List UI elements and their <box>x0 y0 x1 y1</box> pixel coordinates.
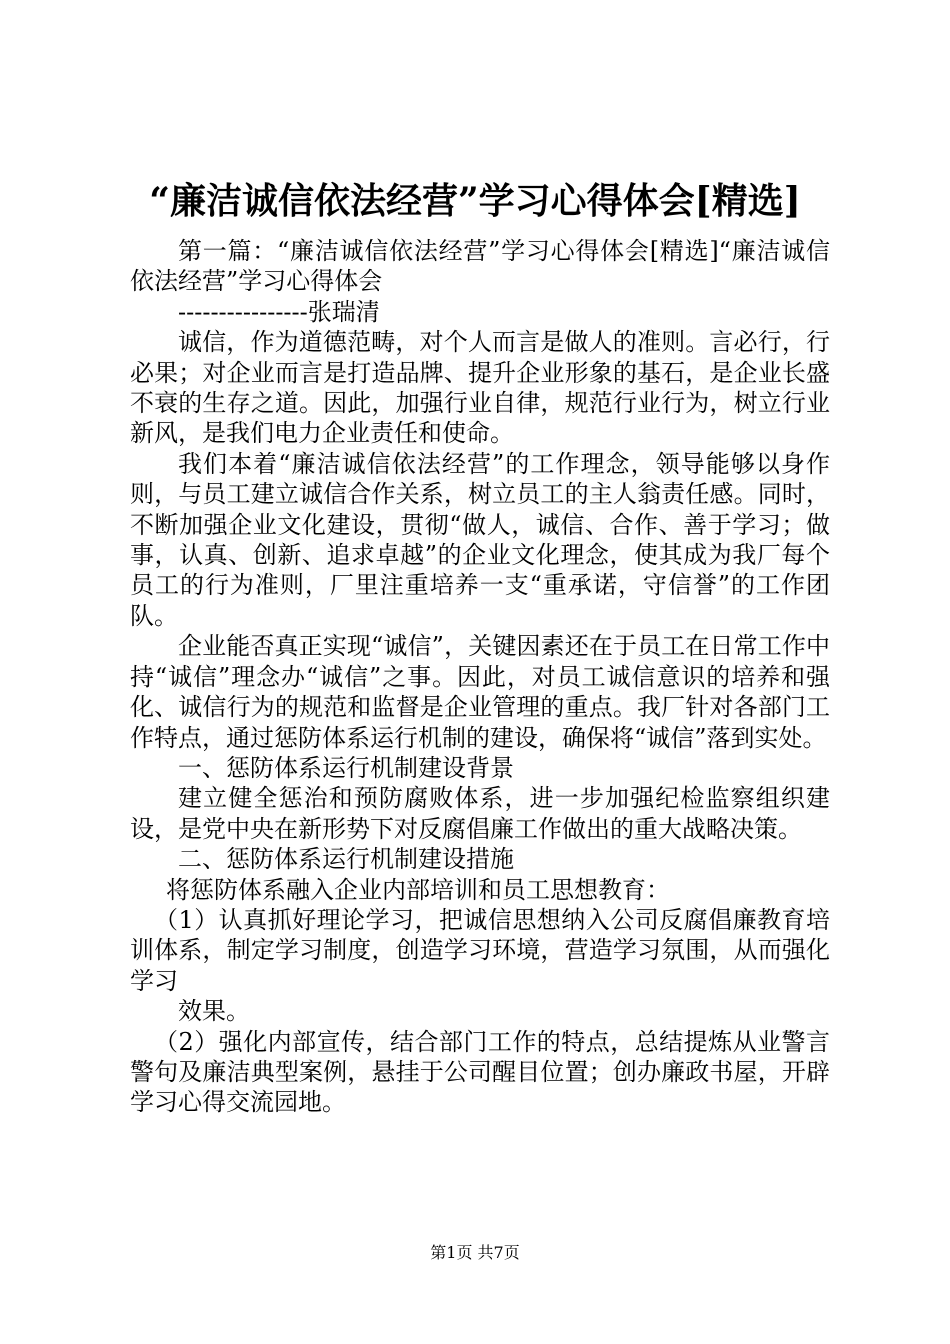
body-paragraph-3: 企业能否真正实现“诚信”，关键因素还在于员工在日常工作中持“诚信”理念办“诚信”之事。因此，对员工诚信意识的培养和强化、诚信行为的规范和监督是企业管理的重点。我厂针对各部门工作特点，通过惩防体系运行机制的建设，确保将“诚信”落到实处。 <box>130 632 830 752</box>
intro-paragraph: 第一篇：“廉洁诚信依法经营”学习心得体会[精选]“廉洁诚信依法经营”学习心得体会 <box>130 237 830 296</box>
measure-item-1: （1）认真抓好理论学习，把诚信思想纳入公司反腐倡廉教育培训体系，制定学习制度，创造学习环境，营造学习氛围，从而强化学习 <box>130 905 830 995</box>
measure-item-2: （2）强化内部宣传，结合部门工作的特点，总结提炼从业警言警句及廉洁典型案例，悬挂于公司醒目位置；创办廉政书屋，开辟学习心得交流园地。 <box>130 1027 830 1117</box>
section-heading-1: 一、惩防体系运行机制建设背景 <box>178 753 514 782</box>
page-footer: 第1页 共7页 <box>430 1243 520 1262</box>
section-heading-2: 二、惩防体系运行机制建设措施 <box>178 845 514 874</box>
author-line: ----------------张瑞清 <box>178 297 380 326</box>
document-body <box>130 236 830 1118</box>
document-title: “廉洁诚信依法经营”学习心得体会[精选] <box>149 180 801 222</box>
measure-item-1-continued: 效果。 <box>178 997 250 1026</box>
body-paragraph-1: 诚信，作为道德范畴，对个人而言是做人的准则。言必行，行必果；对企业而言是打造品牌、提升企业形象的基石，是企业长盛不衰的生存之道。因此，加强行业自律，规范行业行为，树立行业新风，是我们电力企业责任和使命。 <box>130 328 830 448</box>
body-paragraph-2: 我们本着“廉洁诚信依法经营”的工作理念，领导能够以身作则，与员工建立诚信合作关系，树立员工的主人翁责任感。同时，不断加强企业文化建设，贯彻“做人，诚信、合作、善于学习；做事，认真、创新、追求卓越”的企业文化理念，使其成为我厂每个员工的行为准则，厂里注重培养一支“重承诺，守信誉”的工作团队。 <box>130 449 830 630</box>
body-paragraph-4: 建立健全惩治和预防腐败体系，进一步加强纪检监察组织建设，是党中央在新形势下对反腐倡廉工作做出的重大战略决策。 <box>130 784 830 843</box>
measures-intro: 将惩防体系融入企业内部培训和员工思想教育： <box>166 875 670 904</box>
